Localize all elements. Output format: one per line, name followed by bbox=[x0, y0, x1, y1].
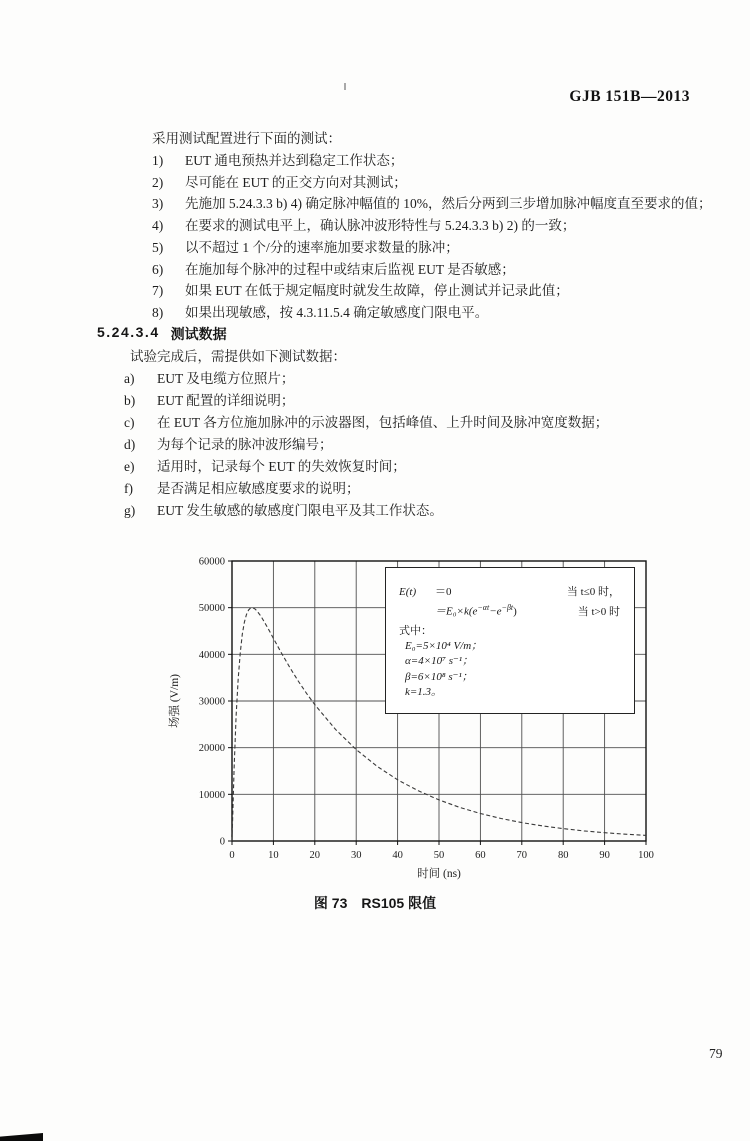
figure-caption: 图 73 RS105 限值 bbox=[313, 895, 437, 911]
list-item bbox=[124, 478, 714, 500]
list-item bbox=[152, 193, 712, 215]
list-item-text: 如果出现敏感，按 4.3.11.5.4 确定敏感度门限电平。 bbox=[185, 304, 489, 320]
svg-text:10: 10 bbox=[268, 850, 279, 861]
list-item bbox=[152, 302, 712, 324]
svg-text:20000: 20000 bbox=[198, 743, 225, 755]
list-item-marker: 1) bbox=[152, 153, 164, 168]
list-item bbox=[124, 368, 714, 390]
equation-lhs: E(t) bbox=[399, 586, 417, 598]
list-item-text: 在 EUT 各方位施加脉冲的示波器图，包括峰值、上升时间及脉冲宽度数据； bbox=[157, 415, 609, 430]
scan-artifact-mark bbox=[344, 83, 346, 90]
list-item bbox=[152, 150, 712, 172]
equation-condition-1: 当 t≤0 时， bbox=[566, 586, 620, 598]
svg-text:时间 (ns): 时间 (ns) bbox=[417, 868, 461, 880]
list-item-text: 在施加每个脉冲的过程中或结束后监视 EUT 是否敏感； bbox=[185, 261, 515, 277]
list-item-marker: f) bbox=[124, 481, 133, 496]
svg-text:80: 80 bbox=[557, 850, 569, 861]
svg-text:50: 50 bbox=[433, 850, 445, 861]
list-item bbox=[124, 390, 714, 412]
list-item-marker: c) bbox=[124, 415, 135, 430]
svg-text:30: 30 bbox=[350, 850, 362, 861]
svg-text:70: 70 bbox=[516, 850, 528, 861]
svg-text:场强 (V/m): 场强 (V/m) bbox=[169, 674, 181, 728]
list-item-text: 以不超过 1 个/分的速率施加要求数量的脉冲； bbox=[185, 239, 459, 255]
list-item bbox=[152, 215, 712, 237]
list-item bbox=[152, 280, 712, 302]
list-item bbox=[152, 237, 712, 259]
svg-text:40: 40 bbox=[392, 850, 403, 861]
svg-text:50000: 50000 bbox=[198, 603, 225, 615]
section-heading bbox=[97, 324, 227, 344]
list-item-marker: 7) bbox=[152, 283, 164, 299]
list-item-marker: 8) bbox=[152, 304, 164, 320]
equation-condition-2: 当 t>0 时 bbox=[577, 605, 620, 618]
parameter-e0: E₀=5×10⁴ V/m； bbox=[405, 639, 483, 652]
list-item bbox=[152, 259, 712, 281]
list-item bbox=[152, 172, 712, 194]
list-item bbox=[124, 500, 714, 522]
svg-text:0: 0 bbox=[219, 836, 225, 848]
list-item-marker: e) bbox=[124, 459, 135, 474]
parameter-alpha: α=4×10⁷ s⁻¹； bbox=[405, 655, 474, 668]
list-item-marker: 2) bbox=[152, 174, 164, 190]
formula-exponent-2: −βt bbox=[501, 603, 514, 612]
list-item-text: EUT 配置的详细说明； bbox=[157, 393, 295, 408]
equation-case1-value: ＝0 bbox=[435, 586, 452, 598]
procedure-intro: 采用测试配置进行下面的测试： bbox=[152, 131, 341, 146]
svg-text:30000: 30000 bbox=[198, 696, 225, 708]
svg-text:20: 20 bbox=[309, 850, 321, 861]
svg-text:60: 60 bbox=[475, 850, 486, 861]
rs105-limit-chart bbox=[160, 543, 720, 893]
data-requirements-intro: 试验完成后，需提供如下测试数据： bbox=[130, 349, 346, 364]
list-item-marker: d) bbox=[124, 437, 136, 452]
list-item-text: 如果 EUT 在低于规定幅度时就发生故障，停止测试并记录此值； bbox=[185, 283, 569, 299]
data-requirements-list bbox=[124, 368, 714, 522]
list-item-marker: 6) bbox=[152, 261, 164, 277]
list-item-text: 适用时，记录每个 EUT 的失效恢复时间； bbox=[157, 459, 406, 474]
section-title: 测试数据 bbox=[170, 326, 227, 342]
formula-exponent-1: −αt bbox=[477, 603, 490, 612]
list-item-text: 为每个记录的脉冲波形编号； bbox=[157, 437, 333, 452]
procedure-step-list bbox=[152, 150, 712, 324]
svg-text:40000: 40000 bbox=[198, 649, 225, 661]
equation-case-2 bbox=[399, 600, 622, 620]
parameter-k: k=1.3。 bbox=[405, 686, 443, 699]
equation-case-1 bbox=[399, 584, 622, 600]
equation-annotation-box bbox=[385, 567, 635, 714]
formula-pre: ＝E₀×k(e bbox=[435, 605, 478, 618]
list-item-text: EUT 及电缆方位照片； bbox=[157, 371, 295, 386]
parameter-beta: β=6×10⁸ s⁻¹； bbox=[405, 670, 473, 683]
list-item bbox=[124, 412, 714, 434]
svg-text:90: 90 bbox=[599, 850, 610, 861]
list-item-text: 尽可能在 EUT 的正交方向对其测试； bbox=[185, 174, 407, 190]
equation-parameters bbox=[399, 639, 622, 701]
svg-text:10000: 10000 bbox=[198, 789, 225, 801]
svg-text:60000: 60000 bbox=[198, 556, 225, 568]
svg-text:0: 0 bbox=[229, 850, 235, 861]
formula-post: ) bbox=[513, 605, 517, 618]
page-number: 79 bbox=[709, 1046, 723, 1061]
list-item-text: 在要求的测试电平上，确认脉冲波形特性与 5.24.3.3 b) 2) 的一致； bbox=[185, 218, 576, 234]
list-item-marker: b) bbox=[124, 393, 136, 408]
list-item-marker: g) bbox=[124, 503, 136, 518]
list-item-text: 是否满足相应敏感度要求的说明； bbox=[157, 481, 360, 496]
list-item-marker: 5) bbox=[152, 239, 164, 255]
list-item-text: EUT 通电预热并达到稳定工作状态； bbox=[185, 153, 404, 168]
list-item bbox=[124, 434, 714, 456]
section-number: 5.24.3.4 bbox=[97, 324, 160, 340]
list-item-marker: 3) bbox=[152, 196, 164, 212]
scan-artifact-corner bbox=[0, 1133, 43, 1141]
list-item-text: 先施加 5.24.3.3 b) 4) 确定脉冲幅值的 10%，然后分两到三步增加脉冲幅度直至要求的值； bbox=[185, 196, 712, 212]
standard-number-header: GJB 151B—2013 bbox=[569, 88, 690, 105]
svg-text:100: 100 bbox=[638, 850, 654, 861]
equation-where-label: 式中： bbox=[399, 624, 432, 637]
list-item-text: EUT 发生敏感的敏感度门限电平及其工作状态。 bbox=[157, 503, 443, 518]
list-item-marker: 4) bbox=[152, 218, 164, 234]
list-item-marker: a) bbox=[124, 371, 135, 386]
formula-mid: −e bbox=[489, 605, 502, 618]
list-item bbox=[124, 456, 714, 478]
equation-case2-formula bbox=[435, 600, 517, 620]
